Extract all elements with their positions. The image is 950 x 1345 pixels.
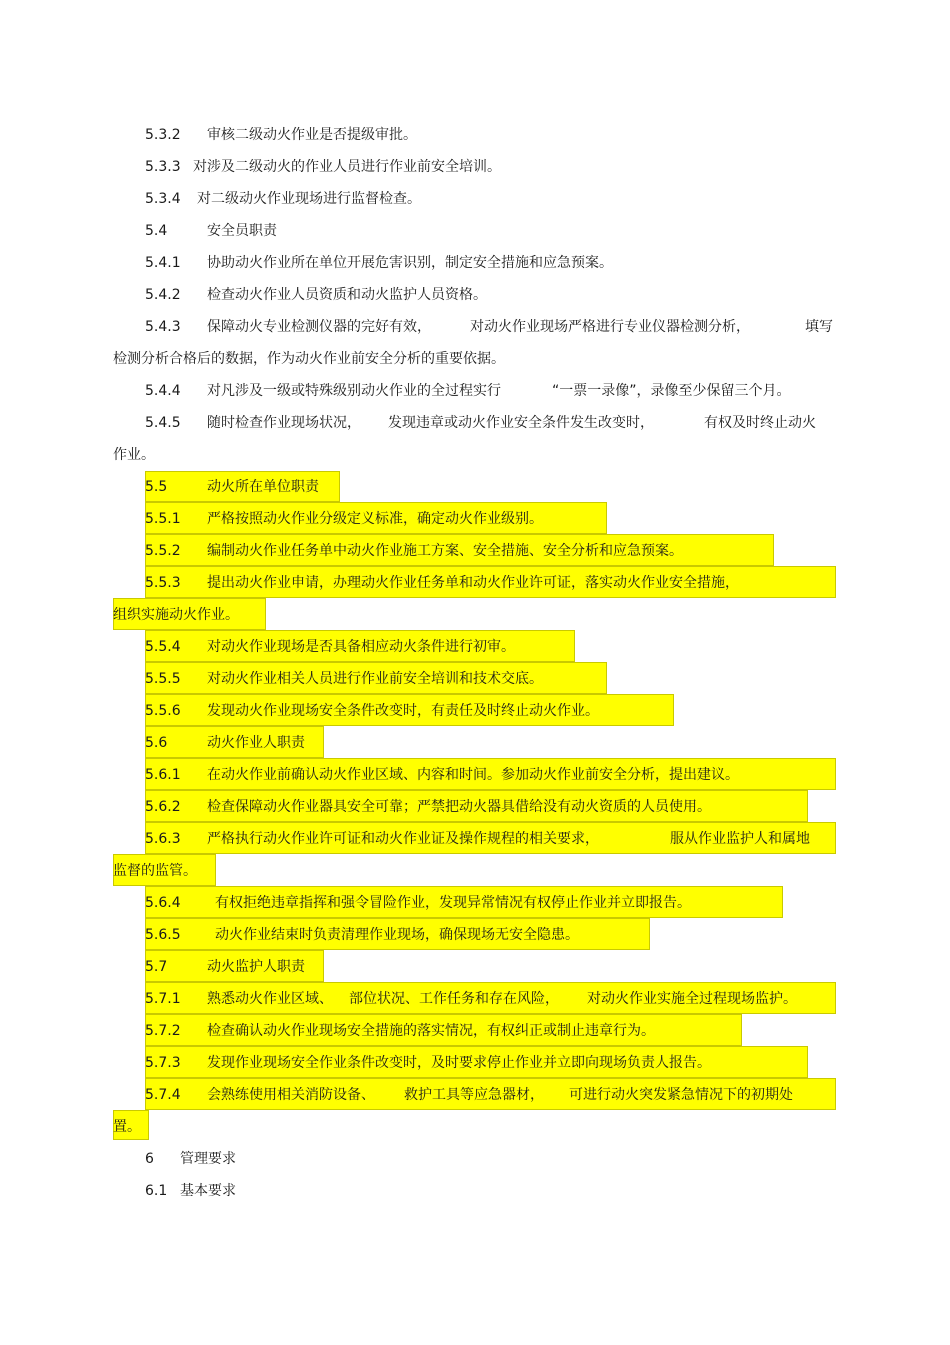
clause-5-6-3-cont [113,862,197,880]
clause-text: 置。 [113,1119,141,1135]
clause-text: 编制动火作业任务单中动火作业施工方案、安全措施、安全分析和应急预案。 [207,543,683,559]
heading-6 [145,1150,236,1168]
clause-text: 填写 [805,319,833,335]
clause-text: 提出动火作业申请，办理动火作业任务单和动火作业许可证，落实动火作业安全措施， [207,575,739,591]
clause-5-4-5-part2 [388,414,654,432]
clause-number: 5.7.2 [145,1023,181,1039]
clause-text: 有权及时终止动火 [704,415,816,431]
clause-number: 5.3.2 [145,127,181,143]
clause-text: 严格按照动火作业分级定义标准，确定动火作业级别。 [207,511,543,527]
clause-number: 5.6 [145,735,168,751]
clause-text: 检查动火作业人员资质和动火监护人员资格。 [207,287,487,303]
clause-text: 发现动火作业现场安全条件改变时，有责任及时终止动火作业。 [207,703,599,719]
clause-5-4-3-part3 [805,318,833,336]
clause-text: 监督的监管。 [113,863,197,879]
clause-number: 5.4.4 [145,383,181,399]
clause-number: 5.5.6 [145,703,181,719]
clause-number: 5.7.1 [145,991,181,1007]
clause-text: 审核二级动火作业是否提级审批。 [207,127,417,143]
clause-text: 对二级动火作业现场进行监督检查。 [197,191,421,207]
clause-5-7-4-part3 [569,1086,793,1104]
clause-5-7-3 [145,1054,711,1072]
clause-text: 动火作业人职责 [207,735,305,751]
clause-number: 5.7 [145,959,168,975]
clause-5-4-4-part2 [552,382,791,400]
clause-number: 5.5.2 [145,543,181,559]
clause-text: 作业。 [113,447,155,463]
clause-5-4-2 [145,286,487,304]
clause-5-4-5 [145,414,361,432]
clause-5-7-1-part2 [349,990,559,1008]
clause-number: 5.3.3 [145,159,181,175]
clause-text: 对动火作业现场严格进行专业仪器检测分析， [470,319,750,335]
clause-5-4-4 [145,382,501,400]
clause-5-5-5 [145,670,543,688]
clause-5-5-3 [145,574,739,592]
clause-text: 检查确认动火作业现场安全措施的落实情况，有权纠正或制止违章行为。 [207,1023,655,1039]
clause-number: 6.1 [145,1183,168,1199]
clause-5-3-3 [145,158,501,176]
clause-text: 对凡涉及一级或特殊级别动火作业的全过程实行 [207,383,501,399]
clause-number: 5.4.1 [145,255,181,271]
clause-text: 组织实施动火作业。 [113,607,239,623]
clause-text: 救护工具等应急器材， [404,1087,544,1103]
clause-number: 5.6.4 [145,895,181,911]
clause-number: 5.6.2 [145,799,181,815]
clause-number: 5.5 [145,479,168,495]
clause-5-5-6 [145,702,599,720]
clause-5-5-2 [145,542,683,560]
clause-text: 检测分析合格后的数据，作为动火作业前安全分析的重要依据。 [113,351,505,367]
clause-number: 5.4.2 [145,287,181,303]
clause-number: 6 [145,1151,154,1167]
clause-number: 5.4.3 [145,319,181,335]
clause-text: 对动火作业相关人员进行作业前安全培训和技术交底。 [207,671,543,687]
clause-text: 服从作业监护人和属地 [670,831,810,847]
clause-5-6-3 [145,830,599,848]
clause-5-7-1-part3 [587,990,797,1008]
clause-number: 5.7.3 [145,1055,181,1071]
clause-5-7-1 [145,990,333,1008]
clause-number: 5.7.4 [145,1087,181,1103]
clause-5-7-2 [145,1022,655,1040]
clause-number: 5.6.5 [145,927,181,943]
clause-5-7-4-part2 [404,1086,544,1104]
clause-text: 随时检查作业现场状况， [207,415,361,431]
clause-5-6-1 [145,766,739,784]
clause-text: “一票一录像”，录像至少保留三个月。 [552,383,791,399]
clause-text: 可进行动火突发紧急情况下的初期处 [569,1087,793,1103]
clause-text: 部位状况、工作任务和存在风险， [349,991,559,1007]
heading-5-5 [145,478,319,496]
clause-number: 5.6.3 [145,831,181,847]
clause-text: 保障动火专业检测仪器的完好有效， [207,319,431,335]
heading-6-1 [145,1182,236,1200]
clause-5-4-5-part3 [704,414,816,432]
clause-text: 对涉及二级动火的作业人员进行作业前安全培训。 [193,159,501,175]
clause-text: 检查保障动火作业器具安全可靠；严禁把动火器具借给没有动火资质的人员使用。 [207,799,711,815]
clause-text: 对动火作业实施全过程现场监护。 [587,991,797,1007]
clause-text: 严格执行动火作业许可证和动火作业证及操作规程的相关要求， [207,831,599,847]
clause-5-6-2 [145,798,711,816]
clause-5-4-1 [145,254,613,272]
clause-text: 安全员职责 [207,223,277,239]
clause-text: 在动火作业前确认动火作业区域、内容和时间。参加动火作业前安全分析，提出建议。 [207,767,739,783]
clause-5-6-5 [145,926,579,944]
clause-5-7-4-cont [113,1118,141,1136]
clause-5-4-3-cont [113,350,505,368]
clause-5-7-4 [145,1086,375,1104]
clause-text: 发现作业现场安全作业条件改变时，及时要求停止作业并立即向现场负责人报告。 [207,1055,711,1071]
clause-text: 管理要求 [180,1151,236,1167]
clause-5-4-3-part2 [470,318,750,336]
clause-text: 基本要求 [180,1183,236,1199]
clause-5-3-4 [145,190,421,208]
clause-number: 5.5.1 [145,511,181,527]
clause-text: 动火作业结束时负责清理作业现场，确保现场无安全隐患。 [215,927,579,943]
clause-number: 5.6.1 [145,767,181,783]
clause-number: 5.3.4 [145,191,181,207]
clause-number: 5.5.3 [145,575,181,591]
clause-number: 5.4.5 [145,415,181,431]
heading-5-7 [145,958,305,976]
clause-5-6-3-part2 [670,830,810,848]
clause-text: 动火所在单位职责 [207,479,319,495]
clause-text: 对动火作业现场是否具备相应动火条件进行初审。 [207,639,515,655]
clause-text: 发现违章或动火作业安全条件发生改变时， [388,415,654,431]
clause-text: 熟悉动火作业区域、 [207,991,333,1007]
clause-text: 动火监护人职责 [207,959,305,975]
clause-number: 5.5.4 [145,639,181,655]
clause-5-5-4 [145,638,515,656]
clause-5-4-5-cont [113,446,155,464]
clause-5-5-1 [145,510,543,528]
clause-number: 5.4 [145,223,168,239]
heading-5-6 [145,734,305,752]
clause-5-3-2 [145,126,417,144]
clause-text: 会熟练使用相关消防设备、 [207,1087,375,1103]
heading-5-4 [145,222,277,240]
clause-text: 有权拒绝违章指挥和强令冒险作业，发现异常情况有权停止作业并立即报告。 [215,895,691,911]
clause-5-6-4 [145,894,691,912]
clause-text: 协助动火作业所在单位开展危害识别，制定安全措施和应急预案。 [207,255,613,271]
clause-5-5-3-cont [113,606,239,624]
clause-5-4-3 [145,318,431,336]
clause-number: 5.5.5 [145,671,181,687]
